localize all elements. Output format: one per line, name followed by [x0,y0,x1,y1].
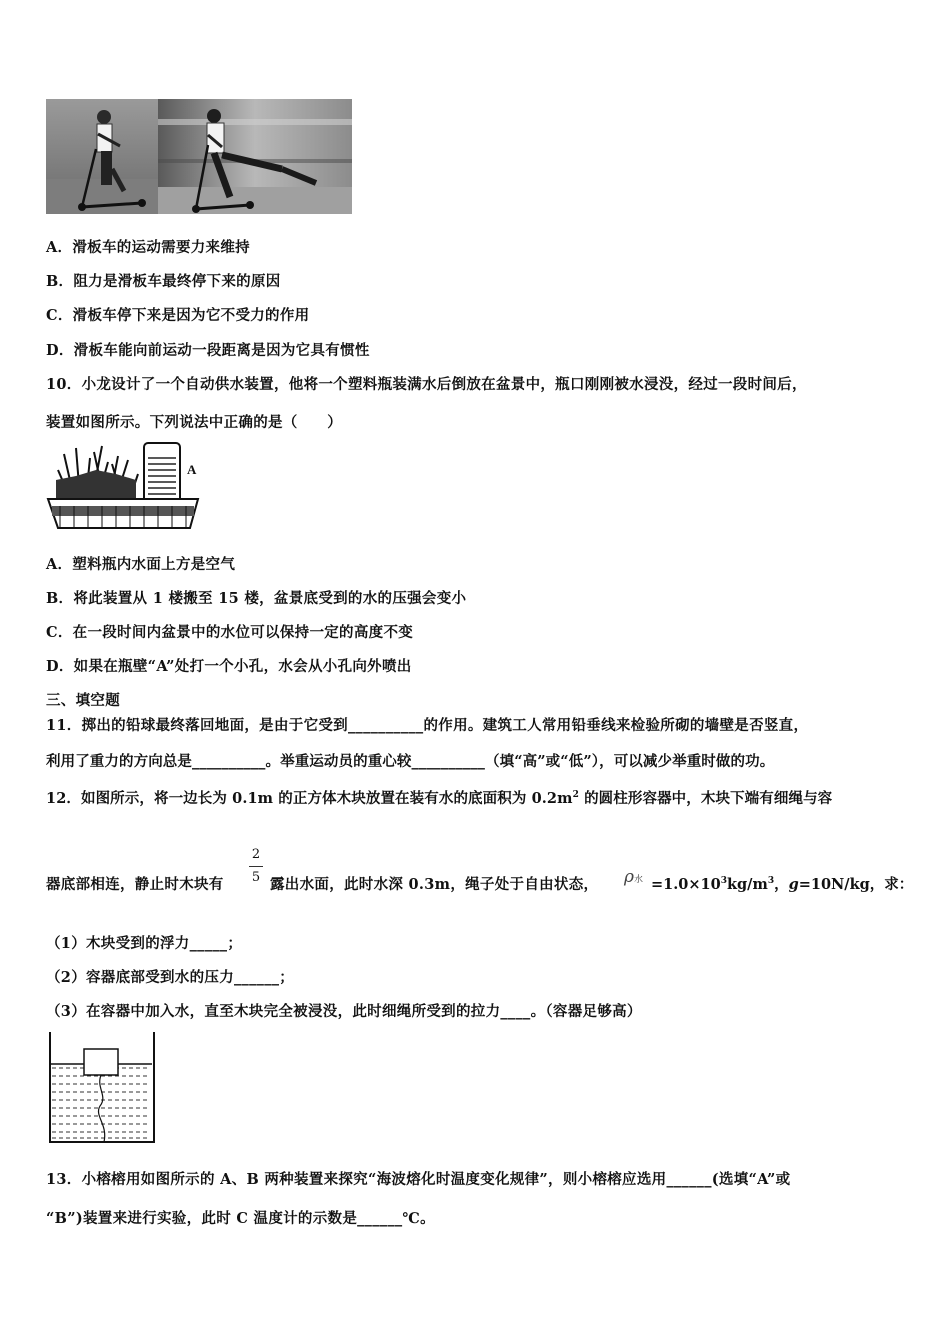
q9-option-d: D．滑板车能向前运动一段距离是因为它具有惯性 [46,342,370,359]
q10-stem-line1: 10．小龙设计了一个自动供水装置，他将一个塑料瓶装满水后倒放在盆景中，瓶口刚刚被水浸没，经过一段时间后， [46,376,807,393]
q12-sub1: （1）木块受到的浮力_____； [46,935,243,952]
q12-sub3: （3）在容器中加入水，直至木块完全被浸没，此时细绳所受到的拉力____。（容器足够高） [46,1003,642,1020]
q12-line2-part2: 露出水面，此时水深 0.3m，绳子处于自由状态， [270,876,599,893]
q11-line1: 11．掷出的铅球最终落回地面，是由于它受到__________的作用。建筑工人常用铅垂线来检验所砌的墙壁是否竖直， [46,717,809,734]
q10-option-c: C．在一段时间内盆景中的水位可以保持一定的高度不变 [46,624,414,641]
q12-sub2: （2）容器底部受到水的压力______； [46,969,295,986]
q10-option-d: D．如果在瓶壁“A”处打一个小孔，水会从小孔向外喷出 [46,658,412,675]
q13-line1: 13．小榕榕用如图所示的 A、B 两种装置来探究“海波熔化时温度变化规律”，则小榕榕应选用______(选填“A”或 [46,1171,791,1188]
scooter-photo [46,99,352,214]
watering-device-figure [46,440,206,532]
q9-option-a: A．滑板车的运动需要力来维持 [46,239,250,256]
q9-option-b: B．阻力是滑板车最终停下来的原因 [46,273,281,290]
q10-option-b: B．将此装置从 1 楼搬至 15 楼，盆景底受到的水的压强会变小 [46,590,467,607]
label-a: A [187,462,197,477]
fraction-numerator: 2 [251,847,261,862]
q9-option-c: C．滑板车停下来是因为它不受力的作用 [46,307,310,324]
q10-stem-line2: 装置如图所示。下列说法中正确的是（ ） [46,414,342,431]
q10-option-a: A．塑料瓶内水面上方是空气 [46,556,236,573]
rho-water-symbol: ρ水 [624,867,644,887]
fraction-denominator: 5 [251,870,261,885]
section-title: 三、填空题 [46,692,120,709]
q11-line2: 利用了重力的方向总是__________。举重运动员的重心较__________（填“高”或“低”），可以减少举重时做的功。 [46,753,775,770]
q13-line2: “B”)装置来进行实验，此时 C 温度计的示数是______℃。 [46,1210,435,1227]
q12-line2-constants: $=1.0\times 10^3kg/m^3$，g=10N/kg，求： [651,876,914,893]
q12-line2-part1: 器底部相连，静止时木块有 [46,876,224,893]
container-figure [46,1030,158,1144]
fraction-bar [249,866,263,867]
q12-line1: 12．如图所示，将一边长为 0.1m 的正方体木块放置在装有水的底面积为 $0.2m^2$ 的圆柱形容器中，木块下端有细绳与容 [46,790,833,807]
